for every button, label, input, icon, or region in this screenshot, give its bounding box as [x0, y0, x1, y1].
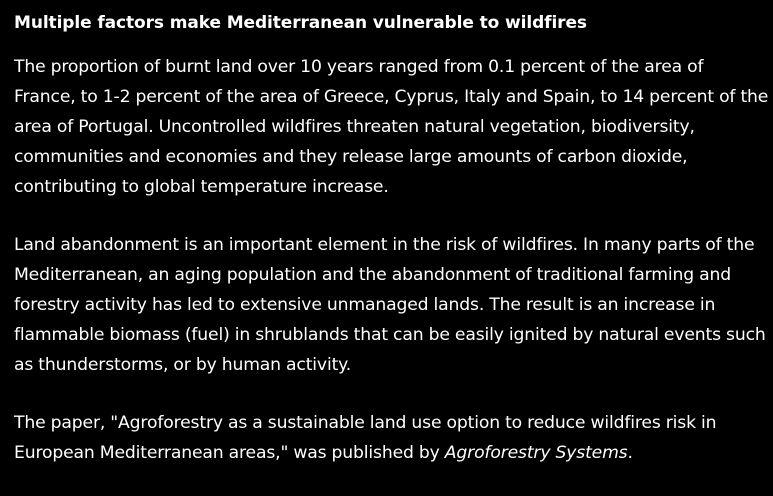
paragraph-land-abandonment: Land abandonment is an important element in the risk of wildfires. In many parts of the Mediterranean, an aging population and the abandonment of traditional farming and forestry activity has led to extensive unmanaged lands. The result is an increase in flammable biomass (fuel) in shrublands that can be easily ignited by natural events such as thunderstorms, or by human activity.: [14, 235, 766, 375]
paragraph-publication: [14, 408, 770, 468]
article-body: [14, 8, 770, 468]
journal-name: Agroforestry Systems: [444, 443, 628, 463]
article-heading: Multiple factors make Mediterranean vulnerable to wildfires: [14, 13, 587, 33]
paragraph-burnt-land: The proportion of burnt land over 10 years ranged from 0.1 percent of the area of France, to 1-2 percent of the area of Greece, Cyprus, Italy and Spain, to 14 percent of the area of Portugal. Uncontrolled wildfires threaten natural vegetation, biodiversity, communities and economies and they release large amounts of carbon dioxide, contributing to global temperature increase.: [14, 57, 769, 197]
publication-text: The paper, "Agroforestry as a sustainable land use option to reduce wildfires risk in European Mediterranean areas," was published by: [14, 413, 717, 463]
publication-period: .: [627, 443, 633, 463]
